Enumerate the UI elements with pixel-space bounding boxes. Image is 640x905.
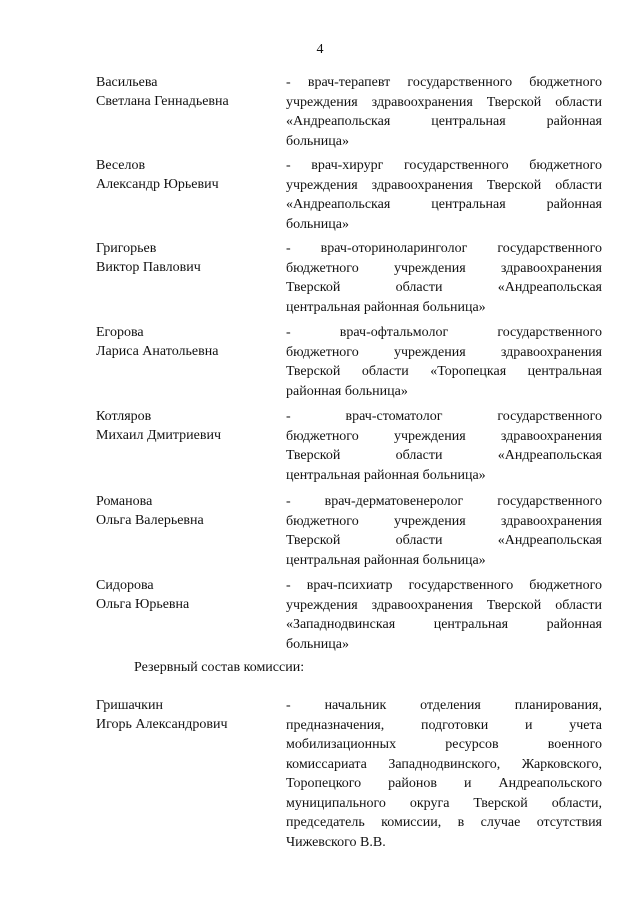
member-name (96, 73, 276, 111)
reserve-section-title: Резервный состав комиссии: (134, 660, 305, 675)
role-line: - врач-стоматолог государственного (286, 409, 602, 424)
reserve-member-entry (96, 696, 602, 856)
member-given-name: Виктор Павлович (96, 260, 201, 275)
role-line: комиссариата Западнодвинского, Жарковского, (286, 756, 602, 772)
role-line: - врач-оториноларинголог государственного (286, 241, 602, 256)
role-line: учреждения здравоохранения Тверской области (286, 597, 602, 613)
role-line: Тверской области «Торопецкая центральная (286, 364, 602, 379)
member-role (286, 492, 602, 570)
member-given-name: Ольга Валерьевна (96, 513, 204, 528)
role-line: - врач-дерматовенеролог государственного (286, 494, 602, 509)
member-surname: Веселов (96, 158, 146, 173)
member-surname: Котляров (96, 409, 152, 424)
role-line: председатель комиссии, в случае отсутствия (286, 815, 602, 830)
role-line: - врач-психиатр государственного бюджетного (286, 578, 602, 593)
member-entry (96, 239, 602, 319)
page-number: 4 (316, 42, 324, 57)
role-line: больница» (286, 216, 349, 232)
member-given-name: Ольга Юрьевна (96, 597, 190, 612)
member-entry (96, 492, 602, 572)
role-line: бюджетного учреждения здравоохранения (286, 344, 602, 360)
member-given-name: Александр Юрьевич (96, 177, 219, 192)
member-role (286, 323, 602, 401)
role-line: предназначения, подготовки и учета (286, 717, 602, 733)
role-line: муниципального округа Тверской области, (286, 795, 602, 811)
member-given-name: Лариса Анатольевна (96, 344, 219, 359)
role-line: учреждения здравоохранения Тверской области (286, 177, 602, 193)
member-given-name: Игорь Александрович (96, 717, 228, 732)
role-line: - врач-хирург государственного бюджетного (286, 158, 602, 173)
role-line: «Андреапольская центральная районная (286, 114, 602, 129)
role-line: Тверской области «Андреапольская (286, 533, 602, 548)
role-line: центральная районная больница» (286, 552, 486, 568)
role-line: больница» (286, 636, 349, 652)
role-line: - врач-терапевт государственного бюджетного (286, 75, 602, 90)
member-surname: Гришачкин (96, 698, 163, 713)
role-line: центральная районная больница» (286, 467, 486, 483)
member-entry (96, 156, 602, 236)
member-surname: Егорова (96, 325, 144, 340)
member-name (96, 576, 276, 614)
member-surname: Григорьев (96, 241, 157, 256)
role-line: - врач-офтальмолог государственного (286, 325, 602, 340)
role-line: больница» (286, 133, 349, 149)
role-line: учреждения здравоохранения Тверской области (286, 94, 602, 110)
member-entry (96, 407, 602, 487)
member-name (96, 239, 276, 277)
member-role (286, 696, 602, 852)
member-name (96, 407, 276, 445)
member-entry (96, 576, 602, 656)
member-name (96, 492, 276, 530)
member-surname: Романова (96, 494, 153, 509)
role-line: Торопецкого районов и Андреапольского (286, 776, 602, 791)
member-role (286, 73, 602, 151)
role-line: Тверской области «Андреапольская (286, 448, 602, 463)
role-line: - начальник отделения планирования, (286, 698, 602, 713)
role-line: бюджетного учреждения здравоохранения (286, 513, 602, 529)
member-name (96, 323, 276, 361)
member-given-name: Михаил Дмитриевич (96, 428, 221, 443)
role-line: мобилизационных ресурсов военного (286, 737, 602, 752)
member-role (286, 407, 602, 485)
member-surname: Сидорова (96, 578, 154, 593)
role-line: центральная районная больница» (286, 299, 486, 315)
member-role (286, 156, 602, 234)
member-entry (96, 73, 602, 153)
member-name (96, 156, 276, 194)
role-line: Чижевского В.В. (286, 834, 386, 850)
member-given-name: Светлана Геннадьевна (96, 94, 229, 109)
role-line: «Андреапольская центральная районная (286, 197, 602, 212)
member-role (286, 239, 602, 317)
role-line: районная больница» (286, 383, 408, 399)
role-line: «Западнодвинская центральная районная (286, 617, 602, 632)
member-surname: Васильева (96, 75, 158, 90)
role-line: бюджетного учреждения здравоохранения (286, 260, 602, 276)
member-name (96, 696, 276, 734)
member-role (286, 576, 602, 654)
role-line: бюджетного учреждения здравоохранения (286, 428, 602, 444)
member-entry (96, 323, 602, 403)
role-line: Тверской области «Андреапольская (286, 280, 602, 295)
